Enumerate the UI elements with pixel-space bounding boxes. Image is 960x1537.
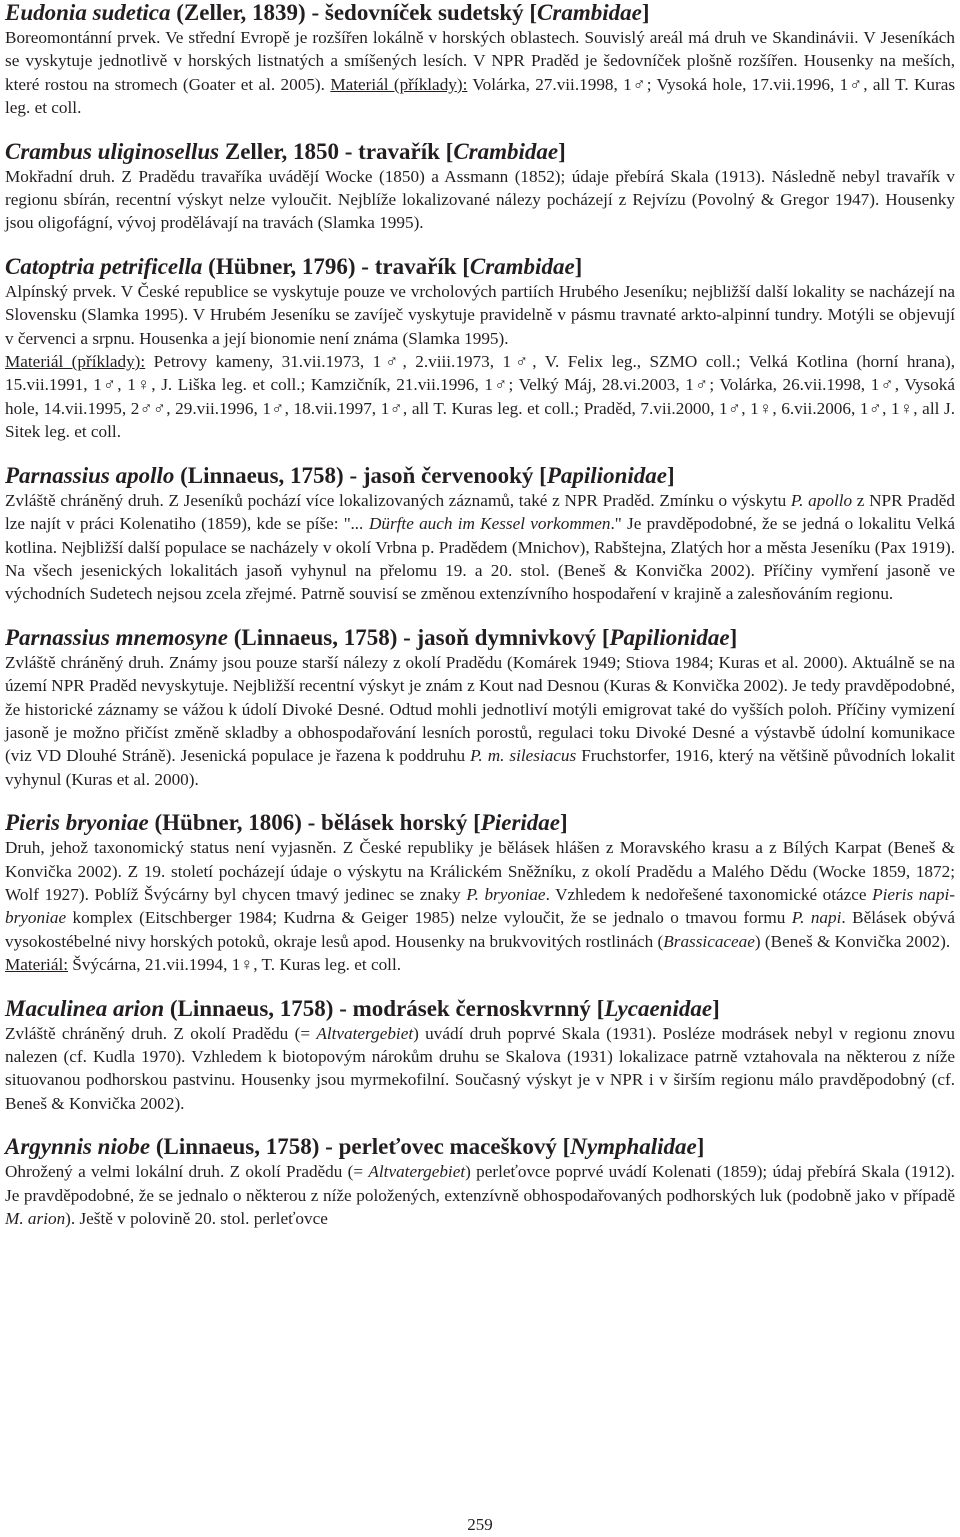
species-entry-pieris (5, 810, 955, 976)
family-name: Lycaenidae (604, 995, 713, 1021)
species-heading: Crambus uliginosellus Zeller, 1850 - travařík [Crambidae] (5, 138, 566, 164)
species-name: Parnassius apollo (5, 462, 175, 488)
material-label: Materiál (příklady): (330, 74, 468, 94)
species-author: (Linnaeus, 1758) - modrásek černoskvrnný [ (164, 995, 605, 1021)
material-text: Švýcárna, 21.vii.1994, 1♀, T. Kuras leg. et coll. (68, 955, 402, 975)
species-entry-eudonia (5, 0, 955, 120)
species-author: Zeller, 1850 - travařík [ (219, 138, 454, 164)
species-description: Ohrožený a velmi lokální druh. Z okolí Pradědu (= Altvatergebiet) perleťovce poprvé uvádí Kolenati (1859); údaj přebírá Skala (1912). Je pravděpodobné, že se jednalo o některou z níže položených, extenzívně obhospodařovaných podhorských luk (podobně jako v případě M. arion). Ještě v polovině 20. stol. perleťovce (5, 1162, 955, 1229)
species-name: Argynnis niobe (5, 1134, 151, 1160)
species-heading: Catoptria petrificella (Hübner, 1796) - travařík [Crambidae] (5, 253, 583, 279)
species-entry-apollo (5, 463, 955, 606)
family-name: Crambidae (469, 253, 575, 279)
species-author: (Hübner, 1806) - bělásek horský [ (148, 810, 481, 836)
species-material (5, 350, 955, 444)
family-name: Crambidae (453, 138, 559, 164)
species-author: (Hübner, 1796) - travařík [ (202, 253, 470, 279)
species-heading: Parnassius apollo (Linnaeus, 1758) - jasoň červenooký [Papilionidae] (5, 462, 675, 488)
species-heading: Pieris bryoniae (Hübner, 1806) - bělásek horský [Pieridae] (5, 810, 568, 836)
material-text: Petrovy kameny, 31.vii.1973, 1♂, 2.viii.1973, 1♂, V. Felix leg., SZMO coll.; Velká Kotlina (horní hrana), 15.vii.1991, 1♂, 1♀, J. Liška leg. et coll.; Kamzičník, 21.vii.1996, 1♂; Velký Máj, 28.vi.2003, 1♂; Volárka, 26.vii.1998, 1♂, Vysoká hole, 14.vii.1995, 2♂♂, 29.vii.1996, 1♂, 18.vii.1997, 1♂, all T. Kuras leg. et coll.; Praděd, 7.vii.2000, 1♂, 1♀, 6.vii.2006, 1♂, 1♀, all J. Sitek leg. et coll. (5, 352, 956, 442)
species-entry-catoptria (5, 254, 955, 444)
species-name: Pieris bryoniae (5, 810, 149, 836)
species-entry-argynnis (5, 1134, 955, 1230)
family-name: Crambidae (537, 0, 642, 25)
species-description: Boreomontánní prvek. Ve střední Evropě je rozšířen lokálně v horských oblastech. Souvislý areál má druh ve Skandinávii. V Jeseníkách se vyskytuje jednotlivě v horských listnatých a smíšených lesích. V NPR Praděd je šedovníček plošně rozšířen. Housenky na meších, které rostou na stromech (Goater et al. 2005). Materiál (příklady): Volárka, 27.vii.1998, 1♂; Vysoká hole, 17.vii.1996, 1♂, all T. Kuras leg. et coll. (5, 28, 956, 118)
family-name: Pieridae (480, 810, 560, 836)
family-name: Papilionidae (609, 624, 730, 650)
species-entry-mnemosyne (5, 625, 955, 791)
species-entry-maculinea (5, 996, 955, 1116)
species-name: Eudonia sudetica (5, 0, 171, 25)
family-name: Papilionidae (546, 462, 667, 488)
species-name: Maculinea arion (5, 995, 165, 1021)
species-entry-crambus (5, 139, 955, 235)
species-description: Druh, jehož taxonomický status není vyjasněn. Z České republiky je bělásek hlášen z Moravského krasu a z Bílých Karpat (Beneš & Konvička 2002). Z 19. století pocházejí údaje o výskytu na Králickém Sněžníku, z okolí Pradědu a Malého Dědu (Wocke 1859, 1872; Wolf 1927). Poblíž Švýcárny byl chycen tmavý jedinec se znaky P. bryoniae. Vzhledem k nedořešené taxonomické otázce Pieris napi-bryoniae komplex (Eitschberger 1984; Kudrna & Geiger 1985) nelze vyloučit, že se jednalo o tmavou formu P. napi. Bělásek obývá vysokostébelné nivy horských potoků, okraje lesů apod. Housenky na brukvovitých rostlinách (Brassicaceae) (Beneš & Konvička 2002). (5, 838, 955, 951)
species-author: (Zeller, 1839) - šedovníček sudetský [ (170, 0, 538, 25)
species-name: Parnassius mnemosyne (5, 624, 229, 650)
species-author: (Linnaeus, 1758) - jasoň červenooký [ (174, 462, 547, 488)
species-material (5, 953, 955, 976)
material-label: Materiál (příklady): (5, 352, 146, 372)
species-description: Mokřadní druh. Z Pradědu travaříka uvádějí Wocke (1850) a Assmann (1852); údaje přebírá Skala (1913). Následně nebyl travařík v regionu sbírán, recentní výskyt nelze vyloučit. Nejblíže lokalizované nálezy pocházejí z Rejvízu (Povolný & Gregor 1947). Housenky jsou oligofágní, vývoj prodělávají na travách (Slamka 1995). (5, 166, 955, 233)
material-label: Materiál: (5, 955, 68, 975)
species-description: Alpínský prvek. V České republice se vyskytuje pouze ve vrcholových partiích Hrubého Jeseníku; nejbližší další lokality se nacházejí na Slovensku (Slamka 1995). V Hrubém Jeseníku se zavíječ vyskytuje pravidelně v pásmu travnaté arkto-alpinní tundry. Motýli se objevují v červenci a srpnu. Housenka a její bionomie není známa (Slamka 1995). (5, 281, 955, 348)
species-name: Catoptria petrificella (5, 253, 203, 279)
document-page (5, 0, 955, 1230)
species-author: (Linnaeus, 1758) - perleťovec maceškový [ (150, 1134, 571, 1160)
species-heading: Eudonia sudetica (Zeller, 1839) - šedovníček sudetský [Crambidae] (5, 0, 650, 25)
species-description: Zvláště chráněný druh. Známy jsou pouze starší nálezy z okolí Pradědu (Komárek 1949; Stiova 1984; Kuras et al. 2000). Aktuálně se na území NPR Praděd nevyskytuje. Nejbližší recentní výskyt je znám z Kout nad Desnou (Kuras & Konvička 2002). Je tedy pravděpodobné, že historické záznamy se vážou k údolí Divoké Desné. Odtud mohli jednotliví motýli emigrovat také do vyšších poloh. Příčiny vymizení jasoně je možno přičíst změně skladby a obhospodařování lesních porostů, regulaci toku Divoké Desné a výstavbě údolní komunikace (viz VD Dlouhé Stráně). Jesenická populace je řazena k poddruhu P. m. silesiacus Fruchstorfer, 1916, který na většině původních lokalit vyhynul (Kuras et al. 2000). (5, 652, 955, 789)
family-name: Nymphalidae (570, 1134, 697, 1160)
species-heading: Argynnis niobe (Linnaeus, 1758) - perleťovec maceškový [Nymphalidae] (5, 1134, 705, 1160)
material-text: Volárka, 27.vii.1998, 1♂; Vysoká hole, 17.vii.1996, 1♂, all T. Kuras leg. et coll. (5, 74, 956, 118)
page-number: 259 (467, 1515, 493, 1534)
species-description: Zvláště chráněný druh. Z okolí Pradědu (= Altvatergebiet) uvádí druh poprvé Skala (1931). Posléze modrásek nebyl v regionu znovu nalezen (cf. Kudla 1970). Vzhledem k biotopovým nárokům druhu se Skalova (1931) lokalizace patrně vztahovala na některou z níže situovanou podhorskou pastvinu. Housenky jsou myrmekofilní. Současný výskyt je v NPR i v širším regionu málo pravděpodobný (cf. Beneš & Konvička 2002). (5, 1023, 955, 1113)
species-name: Crambus uliginosellus (5, 138, 220, 164)
species-description: Zvláště chráněný druh. Z Jeseníků pochází více lokalizovaných záznamů, také z NPR Praděd. Zmínku o výskytu P. apollo z NPR Praděd lze najít v práci Kolenatiho (1859), kde se píše: "... Dürfte auch im Kessel vorkommen." Je pravděpodobné, že se jedná o lokalitu Velká kotlina. Nejbližší další populace se nacházely v okolí Vrbna p. Pradědem (Mnichov), Rabštejna, Zlatých hor a města Jeseníku (Pax 1919). Na všech jesenických lokalitách jasoň vyhynul na přelomu 19. a 20. stol. (Beneš & Konvička 2002). Příčiny vymření jasoně ve východních Sudetech nejsou zcela zřejmé. Patrně souvisí se změnou extenzívního hospodaření v krajině a zalesňováním regionu. (5, 490, 956, 604)
species-heading: Maculinea arion (Linnaeus, 1758) - modrásek černoskvrnný [Lycaenidae] (5, 995, 720, 1021)
species-heading: Parnassius mnemosyne (Linnaeus, 1758) - jasoň dymnivkový [Papilionidae] (5, 624, 738, 650)
species-author: (Linnaeus, 1758) - jasoň dymnivkový [ (228, 624, 610, 650)
